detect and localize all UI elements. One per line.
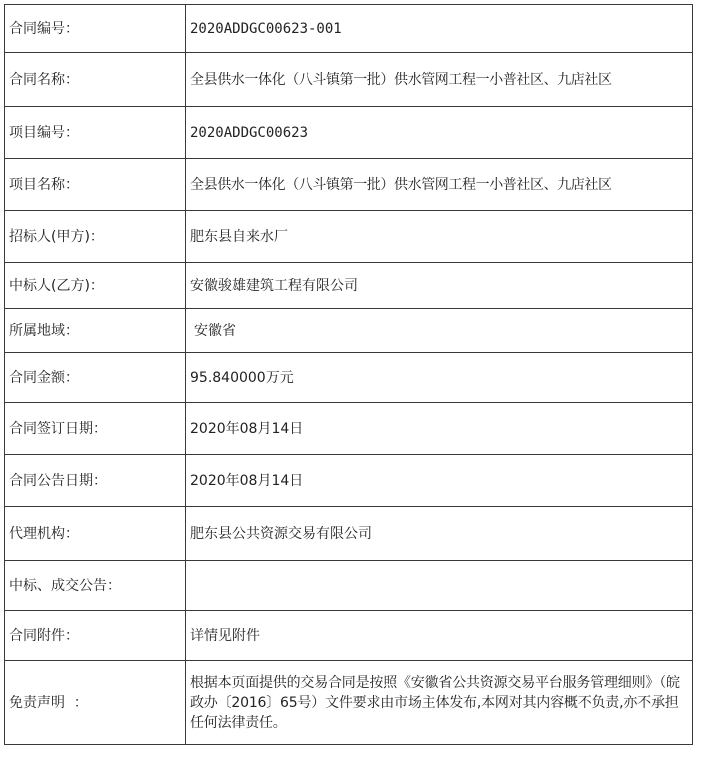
attachment-label: 合同附件： (5, 611, 186, 661)
table-row-tenderer (5, 211, 693, 263)
attachment-link[interactable]: 详情见附件 (186, 611, 693, 661)
award-notice-value (186, 561, 693, 611)
contract-amount-value: 95.840000万元 (186, 353, 693, 403)
tenderer-value: 肥东县自来水厂 (186, 211, 693, 263)
table-row-contract-amount (5, 353, 693, 403)
disclaimer-label: 免责声明 ： (5, 661, 186, 745)
winning-bidder-label: 中标人(乙方)： (5, 263, 186, 309)
table-row-region (5, 309, 693, 353)
signing-date-value: 2020年08月14日 (186, 403, 693, 455)
winning-bidder-value: 安徽骏雄建筑工程有限公司 (186, 263, 693, 309)
project-name-label: 项目名称： (5, 159, 186, 211)
table-row-award-notice (5, 561, 693, 611)
tenderer-label: 招标人(甲方)： (5, 211, 186, 263)
signing-date-label: 合同签订日期： (5, 403, 186, 455)
contract-number-label: 合同编号： (5, 5, 186, 53)
announcement-date-value: 2020年08月14日 (186, 455, 693, 507)
contract-number-value: 2020ADDGC00623-001 (186, 5, 693, 53)
table-row-contract-number (5, 5, 693, 53)
project-number-label: 项目编号： (5, 107, 186, 159)
contract-name-value: 全县供水一体化（八斗镇第一批）供水管网工程一小普社区、九店社区 (186, 53, 693, 107)
agency-value: 肥东县公共资源交易有限公司 (186, 507, 693, 561)
project-name-value: 全县供水一体化（八斗镇第一批）供水管网工程一小普社区、九店社区 (186, 159, 693, 211)
disclaimer-text: 根据本页面提供的交易合同是按照《安徽省公共资源交易平台服务管理细则》（皖政办〔2016〕65号）文件要求由市场主体发布,本网对其内容概不负责,亦不承担任何法律责任。 (186, 661, 693, 745)
table-row-project-name (5, 159, 693, 211)
table-row-announcement-date (5, 455, 693, 507)
project-number-value: 2020ADDGC00623 (186, 107, 693, 159)
table-row-agency (5, 507, 693, 561)
table-row-project-number (5, 107, 693, 159)
table-row-winning-bidder (5, 263, 693, 309)
contract-amount-label: 合同金额： (5, 353, 186, 403)
table-row-attachment (5, 611, 693, 661)
agency-label: 代理机构： (5, 507, 186, 561)
region-label: 所属地域： (5, 309, 186, 353)
table-row-signing-date (5, 403, 693, 455)
table-row-disclaimer (5, 661, 693, 745)
table-row-contract-name (5, 53, 693, 107)
announcement-date-label: 合同公告日期： (5, 455, 186, 507)
contract-name-label: 合同名称： (5, 53, 186, 107)
award-notice-label: 中标、成交公告： (5, 561, 186, 611)
region-value: 安徽省 (186, 309, 693, 353)
contract-info-table (4, 4, 693, 745)
